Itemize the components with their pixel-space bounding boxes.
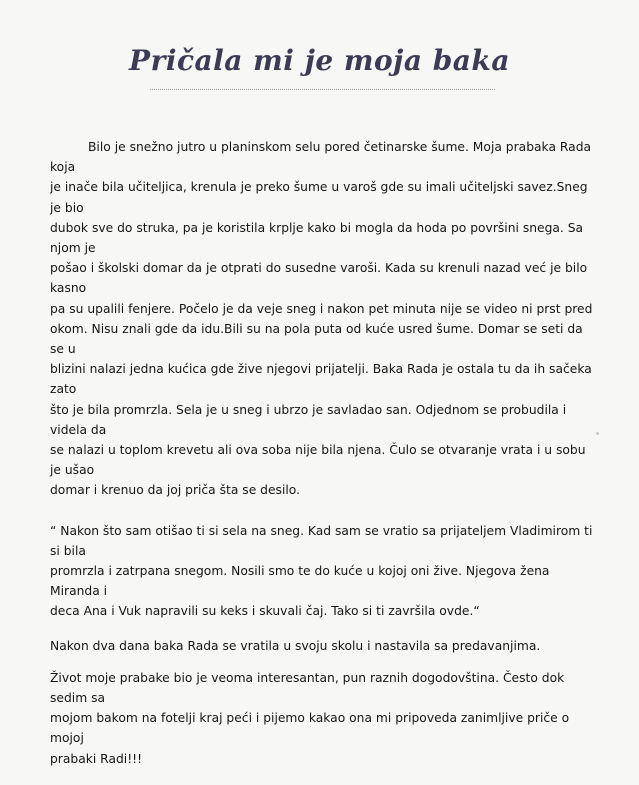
title-divider bbox=[150, 89, 495, 90]
scan-speck bbox=[596, 432, 599, 435]
document-body bbox=[50, 137, 600, 785]
document-title: Pričala mi je moja baka bbox=[129, 44, 510, 77]
paragraph-story: Bilo je snežno jutro u planinskom selu pored četinarske šume. Moja prabaka Rada koja je inače bila učiteljica, krenula je preko šume u varoš gde su imali učiteljski savez.Sneg je bio dubok sve do struka, pa je koristila krplje kako bi mogla da hoda po površini snega. Sa njom je pošao i školski domar da je otprati do susedne varoši. Kada su krenuli nazad već je bilo kasno pa su upalili fenjere. Počelo je da veje sneg i nakon pet minuta nije se video ni prst pred okom. Nisu znali gde da idu.Bili su na pola puta od kuće usred šume. Domar se seti da se u blizini nalazi jedna kućica gde žive njegovi prijatelji. Baka Rada je ostala tu da ih sačeka zato što je bila promrzla. Sela je u sneg i ubrzo je savladao san. Odjednom se probudila i videla da se nalazi u toplom krevetu ali ova soba nije bila njena. Čulo se otvaranje vrata i u sobu je ušao domar i krenuo da joj priča šta se desilo. bbox=[50, 140, 593, 498]
paragraph-closing: Život moje prabake bio je veoma interesantan, pun raznih dogodovština. Često dok sedim sa mojom bakom na fotelji kraj peći i pijemo kakao ona mi pripoveda zanimljive priče o mojoj prabaki Radi!!! bbox=[50, 670, 570, 766]
paragraph-quote: “ Nakon što sam otišao ti si sela na sneg. Kad sam se vratio sa prijateljem Vladimirom ti si bila promrzla i zatrpana snegom. Nosili smo te do kuće u kojoj oni žive. Njegova žena Miranda i deca Ana i Vuk napravili su keks i skuvali čaj. Tako si ti završila ovde.“ bbox=[50, 523, 593, 619]
paragraph-return: Nakon dva dana baka Rada se vratila u svoju skolu i nastavila sa predavanjima. bbox=[50, 638, 541, 653]
